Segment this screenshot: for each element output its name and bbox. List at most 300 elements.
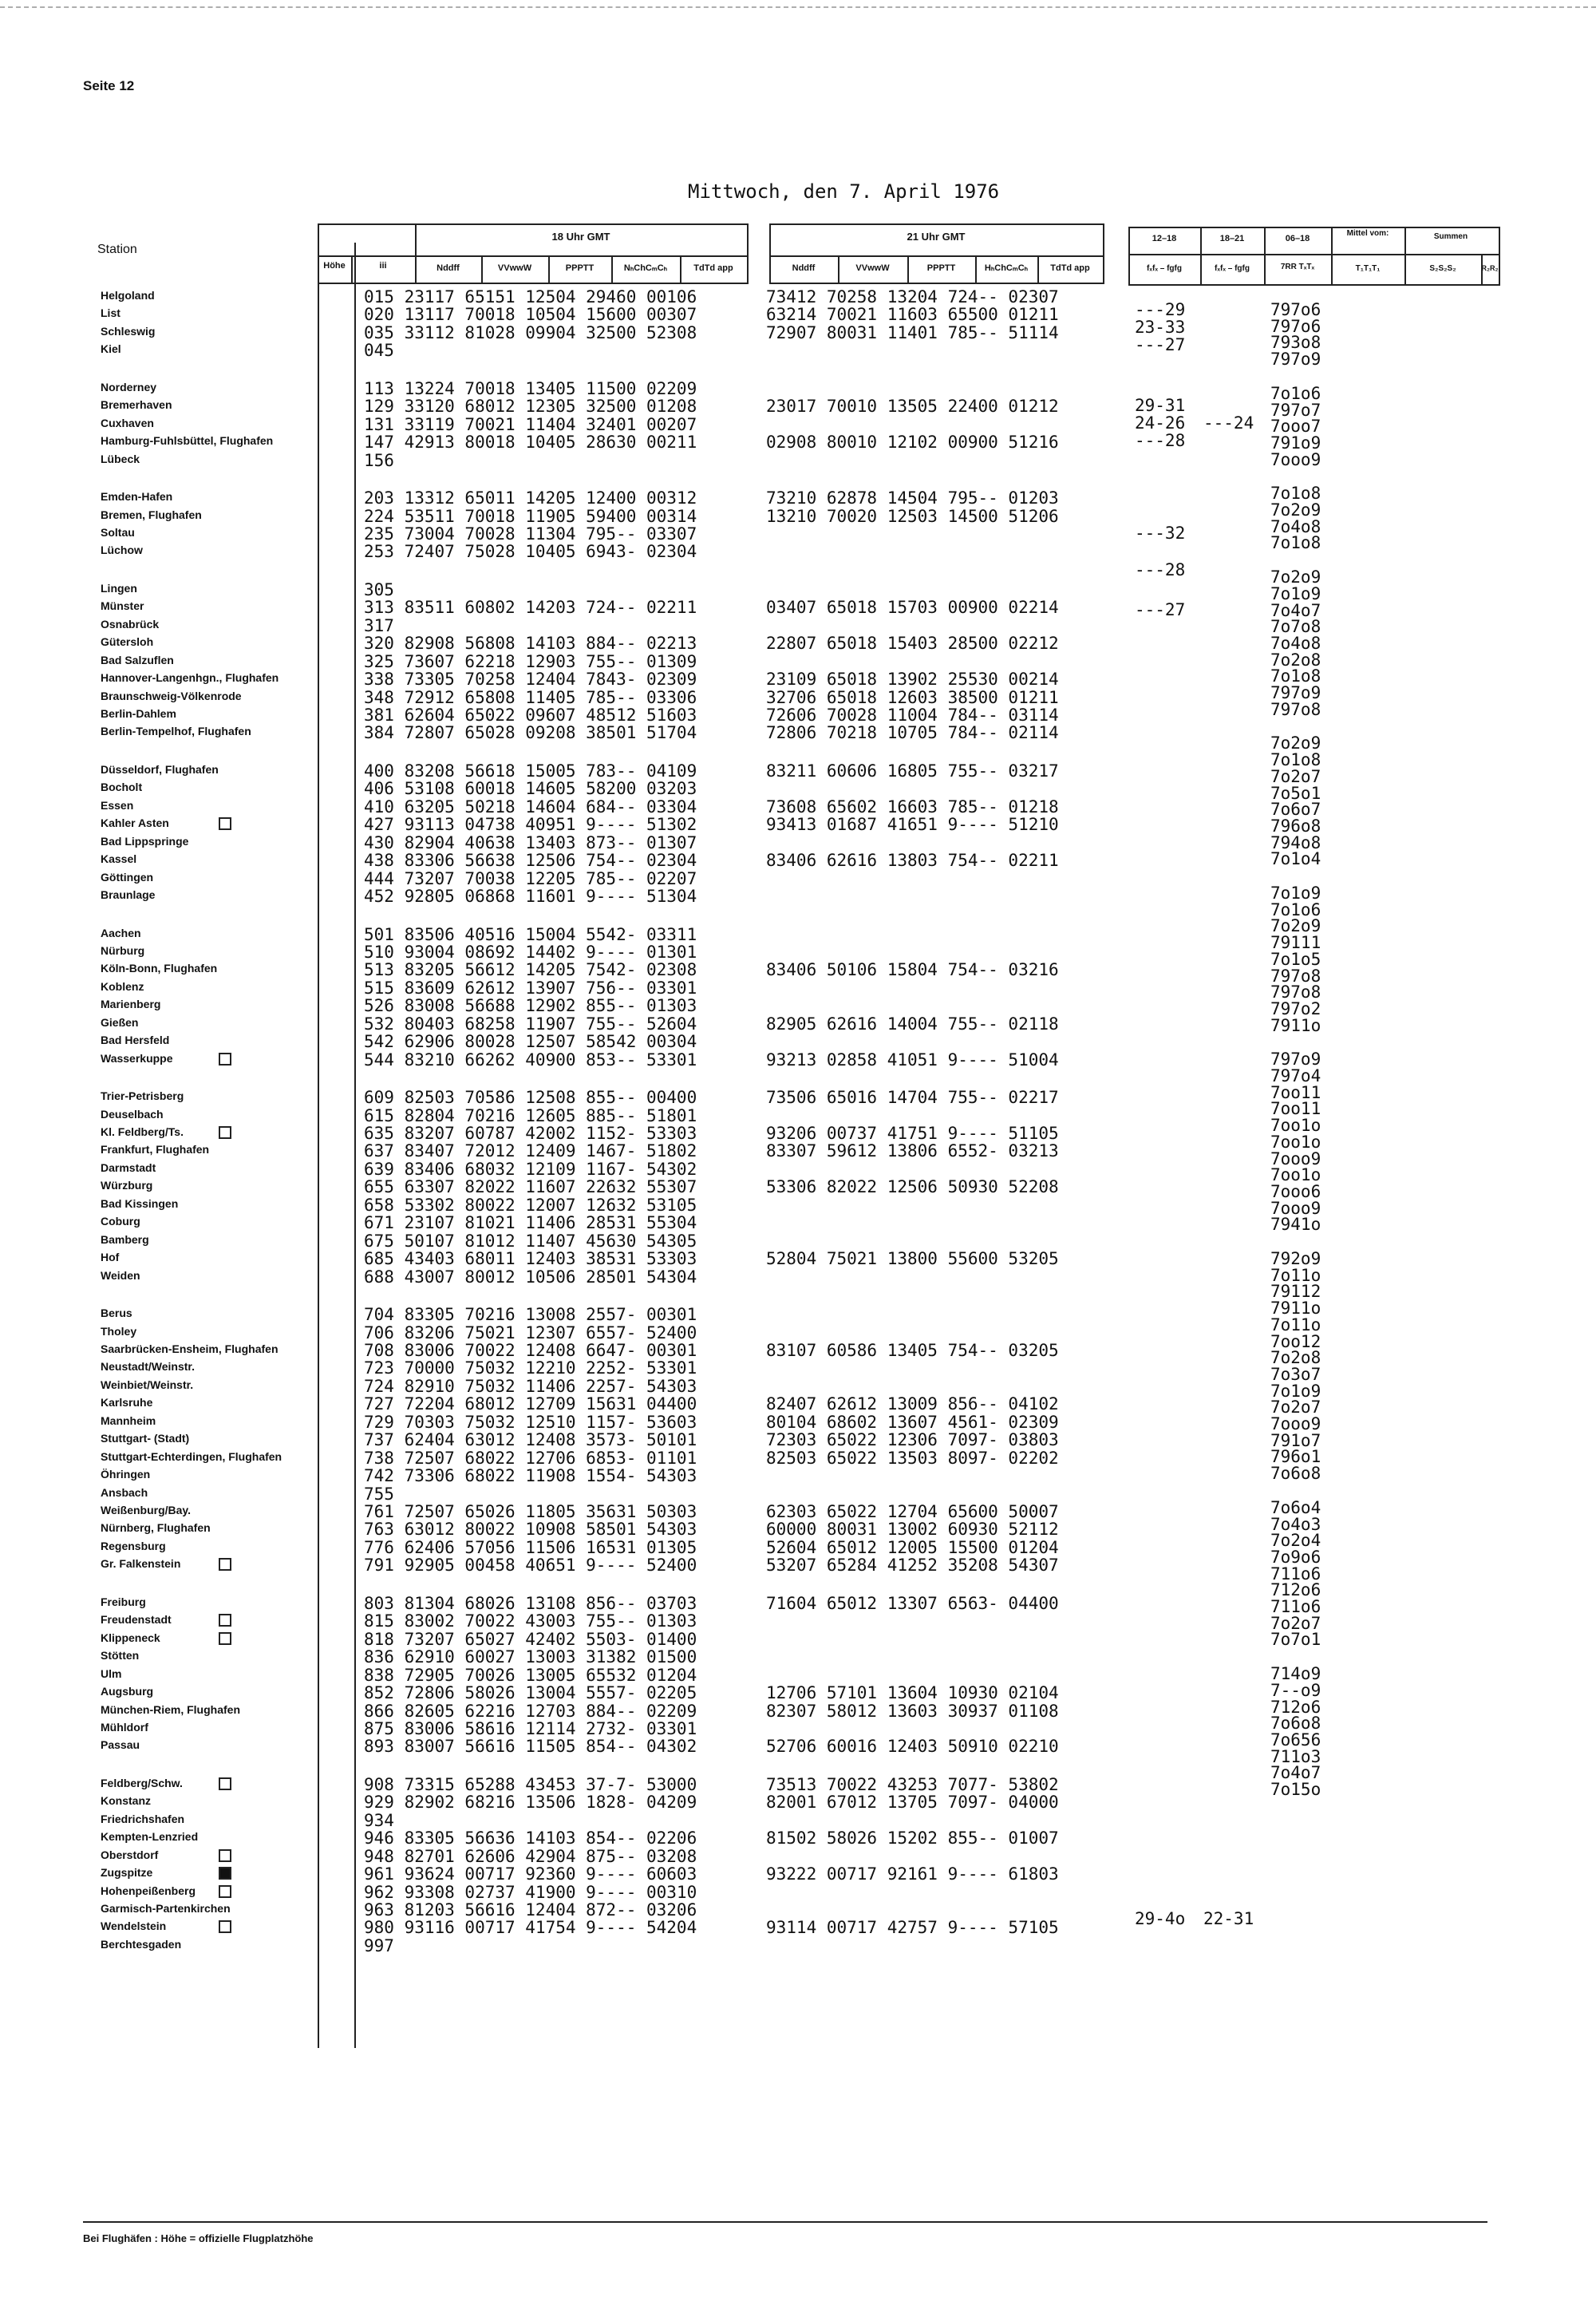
value-06-18: 796o1	[1270, 1447, 1321, 1467]
obs-18: 510 93004 08692 14402 9---- 01301	[364, 942, 697, 962]
table-row	[0, 1900, 1117, 1918]
station-name: Saarbrücken-Ensheim, Flughafen	[101, 1342, 279, 1355]
obs-21: 72907 80031 11401 785-- 51114	[766, 322, 1059, 342]
value-06-18: 7o11o	[1270, 1315, 1321, 1334]
obs-18: 893 83007 56616 11505 854-- 04302	[364, 1737, 697, 1757]
c0618-header: 06–18	[1285, 234, 1310, 243]
obs-18: 658 53302 80022 12007 12632 53105	[364, 1195, 697, 1215]
obs-21: 83307 59612 13806 6552- 03213	[766, 1141, 1059, 1161]
table-row	[0, 323, 1117, 341]
value-06-18: 711o3	[1270, 1746, 1321, 1766]
table-row	[0, 1032, 1117, 1050]
obs-21: 22807 65018 15403 28500 02212	[766, 634, 1059, 654]
obs-18: 156	[364, 450, 394, 470]
station-name: Ulm	[101, 1666, 122, 1680]
scan-edge-line	[0, 6, 1596, 8]
value-06-18: 79111	[1270, 933, 1321, 953]
table-row	[0, 616, 1117, 634]
obs-21: 81502 58026 15202 855-- 01007	[766, 1829, 1059, 1848]
table-row	[0, 1341, 1117, 1358]
obs-18: 776 62406 57056 11506 16531 01305	[364, 1537, 697, 1557]
station-name: Hamburg-Fuhlsbüttel, Flughafen	[101, 434, 274, 448]
obs-18: 875 83006 58616 12114 2732- 03301	[364, 1718, 697, 1738]
obs-18: 203 13312 65011 14205 12400 00312	[364, 488, 697, 508]
obs-18: 791 92905 00458 40651 9---- 52400	[364, 1556, 697, 1576]
table-row	[0, 1775, 1117, 1793]
value-06-18: 7o2o7	[1270, 1613, 1321, 1633]
station-name: Bad Kissingen	[101, 1196, 179, 1210]
square-icon	[219, 1053, 231, 1066]
station-name: Trier-Petrisberg	[101, 1089, 184, 1103]
station-name: Gütersloh	[101, 635, 154, 649]
table-row	[0, 996, 1117, 1014]
table-row	[0, 1683, 1117, 1701]
range-12-18: ---29	[1135, 300, 1186, 319]
value-06-18: 7oo1o	[1270, 1116, 1321, 1136]
table-row	[0, 1124, 1117, 1141]
value-06-18: 7o1o8	[1270, 533, 1321, 553]
range-12-18: ---28	[1135, 431, 1186, 450]
col18-2: PPPTT	[565, 263, 595, 273]
value-06-18: 7ooo9	[1270, 1149, 1321, 1168]
obs-18: 724 82910 75032 11406 2257- 54303	[364, 1376, 697, 1396]
col21-0: Nddff	[792, 263, 816, 273]
square-icon	[219, 1632, 231, 1645]
table-row	[0, 1829, 1117, 1846]
value-06-18: 797o7	[1270, 400, 1321, 420]
obs-21: 83107 60586 13405 754-- 03205	[766, 1340, 1059, 1360]
value-06-18: 7o2o8	[1270, 650, 1321, 670]
obs-21: 63214 70021 11603 65500 01211	[766, 305, 1059, 325]
value-06-18: 711o6	[1270, 1564, 1321, 1583]
obs-18: 020 13117 70018 10504 15600 00307	[364, 305, 697, 325]
square-icon	[219, 1614, 231, 1627]
value-06-18: 7ooo9	[1270, 1198, 1321, 1218]
value-06-18: 797o2	[1270, 998, 1321, 1018]
obs-18: 430 82904 40638 13403 873-- 01307	[364, 832, 697, 852]
table-row	[0, 1883, 1117, 1900]
value-06-18: 797o9	[1270, 1050, 1321, 1069]
table-row	[0, 815, 1117, 835]
obs-18: 962 93308 02737 41900 9---- 00310	[364, 1882, 697, 1902]
obs-21: 53306 82022 12506 50930 52208	[766, 1177, 1059, 1197]
obs-18: 635 83207 60787 42002 1152- 53303	[364, 1124, 697, 1143]
station-name: Karlsruhe	[101, 1396, 153, 1409]
station-name: Feldberg/Schw.	[101, 1776, 183, 1789]
table-row	[0, 688, 1117, 706]
station-name: Schleswig	[101, 324, 156, 338]
value-06-18: 7o656	[1270, 1730, 1321, 1750]
station-name: Hohenpeißenberg	[101, 1884, 196, 1897]
station-name: Klippeneck	[101, 1631, 160, 1644]
table-row	[0, 1177, 1117, 1195]
value-06-18: 7o2o7	[1270, 766, 1321, 786]
value-06-18: 7oo11	[1270, 1099, 1321, 1119]
station-name: Garmisch-Partenkirchen	[101, 1902, 231, 1915]
obs-21: 82905 62616 14004 755-- 02118	[766, 1014, 1059, 1034]
table-row	[0, 1267, 1117, 1285]
summen-header: Summen	[1433, 232, 1468, 241]
table-row	[0, 1249, 1117, 1267]
obs-18: 615 82804 70216 12605 885-- 51801	[364, 1105, 697, 1125]
value-06-18: 797o9	[1270, 350, 1321, 370]
obs-21: 23109 65018 13902 25530 00214	[766, 670, 1059, 690]
s1821-header: fₓfₓ – fgfg	[1215, 264, 1250, 273]
station-name: Kahler Asten	[101, 816, 169, 830]
station-name: Braunschweig-Völkenrode	[101, 689, 242, 702]
station-name: Bremerhaven	[101, 398, 172, 412]
station-name: Kl. Feldberg/Ts.	[101, 1125, 184, 1138]
station-name: Öhringen	[101, 1468, 151, 1481]
table-row	[0, 1538, 1117, 1556]
table-row	[0, 833, 1117, 851]
station-name: Köln-Bonn, Flughafen	[101, 962, 218, 975]
obs-18: 637 83407 72012 12409 1467- 51802	[364, 1141, 697, 1161]
range-12-18: ---27	[1135, 335, 1186, 354]
obs-18: 838 72905 70026 13005 65532 01204	[364, 1665, 697, 1685]
obs-18: 737 62404 63012 12408 3573- 50101	[364, 1430, 697, 1450]
value-06-18: 7o5o1	[1270, 783, 1321, 803]
value-06-18: 7o9o6	[1270, 1547, 1321, 1567]
obs-18: 908 73315 65288 43453 37-7- 53000	[364, 1774, 697, 1794]
obs-18: 685 43403 68011 12403 38531 53303	[364, 1249, 697, 1269]
obs-18: 675 50107 81012 11407 45630 54305	[364, 1231, 697, 1251]
station-name: Kassel	[101, 852, 137, 866]
table-row	[0, 1449, 1117, 1466]
square-icon	[219, 1920, 231, 1933]
table-row	[0, 1611, 1117, 1629]
table-row	[0, 652, 1117, 670]
obs-21: 02908 80010 12102 00900 51216	[766, 433, 1059, 453]
station-name: Mannheim	[101, 1413, 156, 1427]
square-icon	[219, 1126, 231, 1139]
table-row	[0, 851, 1117, 871]
obs-18: 317	[364, 615, 394, 635]
table-row	[0, 706, 1117, 723]
obs-21: 80104 68602 13607 4561- 02309	[766, 1412, 1059, 1432]
station-name: Kiel	[101, 342, 121, 356]
station-header: Station	[97, 243, 137, 256]
station-name: Berlin-Tempelhof, Flughafen	[101, 725, 251, 738]
station-name: Tholey	[101, 1324, 137, 1338]
square-icon	[219, 1777, 231, 1790]
station-name: Stötten	[101, 1649, 140, 1663]
obs-18: 526 83008 56688 12902 855-- 01303	[364, 996, 697, 1016]
station-name: Bocholt	[101, 781, 143, 794]
table-row	[0, 723, 1117, 741]
value-06-18: 797o8	[1270, 699, 1321, 719]
value-06-18: 7oo12	[1270, 1331, 1321, 1351]
value-06-18: 7o6o7	[1270, 800, 1321, 820]
range-18-21: ---24	[1203, 413, 1254, 433]
col21-3: HₕChCₘCₕ	[984, 263, 1029, 273]
obs-21: 93206 00737 41751 9---- 51105	[766, 1124, 1059, 1143]
obs-21: 73210 62878 14504 795-- 01203	[766, 488, 1059, 508]
obs-18: 961 93624 00717 92360 9---- 60603	[364, 1864, 697, 1884]
value-06-18: 79112	[1270, 1282, 1321, 1302]
obs-21: 93222 00717 92161 9---- 61803	[766, 1864, 1059, 1884]
obs-18: 929 82902 68216 13506 1828- 04209	[364, 1793, 697, 1813]
obs-18: 934	[364, 1810, 394, 1830]
obs-18: 761 72507 65026 11805 35631 50303	[364, 1502, 697, 1521]
obs-18: 427 93113 04738 40951 9---- 51302	[364, 815, 697, 835]
obs-18: 015 23117 65151 12504 29460 00106	[364, 287, 697, 306]
obs-18: 997	[364, 1935, 394, 1955]
station-name: Berchtesgaden	[101, 1937, 182, 1951]
range-12-18: ---32	[1135, 524, 1186, 543]
range-12-18: 23-33	[1135, 318, 1186, 337]
obs-18: 655 63307 82022 11607 22632 55307	[364, 1177, 697, 1197]
table-row	[0, 1793, 1117, 1813]
range-12-18: 24-26	[1135, 413, 1186, 433]
station-name: Göttingen	[101, 870, 154, 884]
range-12-18: 29-31	[1135, 396, 1186, 415]
value-06-18: 797o6	[1270, 316, 1321, 336]
station-name: Gr. Falkenstein	[101, 1557, 181, 1571]
col21-2: PPPTT	[926, 263, 956, 273]
obs-18: 235 73004 70028 11304 795-- 03307	[364, 524, 697, 544]
value-06-18: 7oo11	[1270, 1082, 1321, 1102]
station-name: Helgoland	[101, 289, 155, 302]
value-06-18: 793o8	[1270, 333, 1321, 353]
page-number: Seite 12	[83, 78, 135, 93]
station-name: Münster	[101, 599, 144, 613]
obs-21: 83406 50106 15804 754-- 03216	[766, 960, 1059, 980]
value-06-18: 7o2o8	[1270, 1348, 1321, 1368]
station-name: Konstanz	[101, 1794, 151, 1808]
value-06-18: 7oo1o	[1270, 1132, 1321, 1152]
table-row	[0, 1413, 1117, 1430]
footnote: Bei Flughäfen : Höhe = offizielle Flugplatzhöhe	[83, 2232, 314, 2244]
s1218-header: fₓfₓ – fgfg	[1147, 264, 1182, 273]
ssum1-header: S₂S₂S₂	[1429, 264, 1456, 273]
station-name: Lingen	[101, 581, 137, 595]
value-06-18: 711o6	[1270, 1597, 1321, 1616]
value-06-18: 792o9	[1270, 1249, 1321, 1268]
obs-18: 836 62910 60027 13003 31382 01500	[364, 1647, 697, 1667]
obs-21: 03407 65018 15703 00900 02214	[766, 598, 1059, 618]
obs-18: 113 13224 70018 13405 11500 02209	[364, 378, 697, 398]
obs-21: 73608 65602 16603 785-- 01218	[766, 797, 1059, 816]
date-title: Mittwoch, den 7. April 1976	[688, 180, 1000, 203]
table-row	[0, 397, 1117, 417]
obs-18: 742 73306 68022 11908 1554- 54303	[364, 1466, 697, 1486]
table-row	[0, 305, 1117, 325]
obs-18: 723 70000 75032 12210 2252- 53301	[364, 1358, 697, 1378]
square-icon	[219, 1558, 231, 1571]
table-row	[0, 960, 1117, 978]
station-name: Essen	[101, 798, 134, 812]
value-06-18: 7o11o	[1270, 1265, 1321, 1285]
obs-21: 72606 70028 11004 784-- 03114	[766, 706, 1059, 725]
table-row	[0, 341, 1117, 361]
obs-18: 948 82701 62606 42904 875-- 03208	[364, 1846, 697, 1866]
table-row	[0, 1232, 1117, 1249]
station-name: Coburg	[101, 1215, 140, 1228]
table-row	[0, 1936, 1117, 1954]
square-icon	[219, 1885, 231, 1898]
obs-18: 763 63012 80022 10908 58501 54303	[364, 1520, 697, 1540]
obs-18: 338 73305 70258 12404 7843- 02309	[364, 670, 697, 690]
station-name: Wasserkuppe	[101, 1051, 173, 1065]
table-row	[0, 1719, 1117, 1737]
table-row	[0, 287, 1117, 305]
group-18-header: 18 Uhr GMT	[551, 231, 610, 243]
station-name: München-Riem, Flughafen	[101, 1702, 240, 1716]
col18-0: Nddff	[437, 263, 460, 273]
table-row	[0, 379, 1117, 397]
value-06-18: 7o2o7	[1270, 1398, 1321, 1417]
station-name: Regensburg	[101, 1539, 166, 1552]
station-name: Augsburg	[101, 1685, 154, 1698]
station-name: Frankfurt, Flughafen	[101, 1143, 210, 1156]
value-06-18: 714o9	[1270, 1664, 1321, 1684]
obs-21: 82307 58012 13603 30937 01108	[766, 1701, 1059, 1721]
value-06-18: 7ooo7	[1270, 417, 1321, 437]
table-row	[0, 415, 1117, 433]
obs-18: 708 83006 70022 12408 6647- 00301	[364, 1340, 697, 1360]
table-row	[0, 943, 1117, 960]
station-name: Gießen	[101, 1015, 139, 1029]
obs-18: 253 72407 75028 10405 6943- 02304	[364, 542, 697, 562]
obs-21: 12706 57101 13604 10930 02104	[766, 1683, 1059, 1703]
table-row	[0, 779, 1117, 797]
station-name: Stuttgart-Echterdingen, Flughafen	[101, 1449, 282, 1463]
value-06-18: 794o8	[1270, 832, 1321, 852]
c1821-header: 18–21	[1219, 234, 1245, 243]
value-06-18: 7o6o8	[1270, 1464, 1321, 1484]
table-row	[0, 634, 1117, 654]
obs-21: 32706 65018 12603 38500 01211	[766, 687, 1059, 707]
value-06-18: 797o8	[1270, 966, 1321, 986]
obs-21: 62303 65022 12704 65600 50007	[766, 1502, 1059, 1521]
col18-3: NₕChCₘCₕ	[623, 263, 668, 273]
obs-18: 688 43007 80012 10506 28501 54304	[364, 1267, 697, 1287]
table-row	[0, 1323, 1117, 1341]
square-icon	[219, 817, 231, 830]
station-name: Soltau	[101, 525, 135, 539]
station-name: List	[101, 306, 120, 320]
value-06-18: 791o7	[1270, 1430, 1321, 1450]
table-row	[0, 1918, 1117, 1938]
station-name: Stuttgart- (Stadt)	[101, 1432, 190, 1445]
table-row	[0, 524, 1117, 542]
col21-4: TdTd app	[1050, 263, 1090, 273]
station-name: Oberstdorf	[101, 1848, 159, 1861]
station-name: Nürnberg, Flughafen	[101, 1521, 211, 1535]
obs-18: 320 82908 56808 14103 884-- 02213	[364, 634, 697, 654]
obs-18: 980 93116 00717 41754 9---- 54204	[364, 1918, 697, 1938]
value-06-18: 7o4o7	[1270, 1763, 1321, 1783]
obs-18: 444 73207 70038 12205 785-- 02207	[364, 868, 697, 888]
obs-18: 729 70303 75032 12510 1157- 53603	[364, 1412, 697, 1432]
obs-21: 73506 65016 14704 755-- 02217	[766, 1088, 1059, 1108]
station-name: Weinbiet/Weinstr.	[101, 1378, 194, 1391]
table-row	[0, 1594, 1117, 1611]
table-row	[0, 887, 1117, 907]
station-name: Friedrichshafen	[101, 1812, 185, 1825]
table-row	[0, 670, 1117, 690]
table-row	[0, 1358, 1117, 1376]
station-name: Freiburg	[101, 1595, 146, 1608]
value-06-18: 7o1o8	[1270, 750, 1321, 770]
station-name: Wendelstein	[101, 1920, 167, 1933]
obs-18: 704 83305 70216 13008 2557- 00301	[364, 1305, 697, 1325]
obs-18: 818 73207 65027 42402 5503- 01400	[364, 1629, 697, 1649]
obs-21: 60000 80031 13002 60930 52112	[766, 1520, 1059, 1540]
table-row	[0, 1088, 1117, 1108]
value-06-18: 7o1o5	[1270, 949, 1321, 969]
obs-18: 727 72204 68012 12709 15631 04400	[364, 1394, 697, 1414]
obs-18: 815 83002 70022 43003 755-- 01303	[364, 1611, 697, 1631]
mittel-header: Mittel vom:	[1346, 229, 1389, 238]
value-06-18: 7o4o7	[1270, 600, 1321, 620]
table-row	[0, 1213, 1117, 1231]
obs-18: 452 92805 06868 11601 9---- 51304	[364, 887, 697, 907]
table-row	[0, 1050, 1117, 1068]
value-06-18: 7911o	[1270, 1299, 1321, 1319]
value-06-18: 797o9	[1270, 683, 1321, 702]
station-name: Weißenburg/Bay.	[101, 1504, 192, 1516]
value-06-18: 712o6	[1270, 1697, 1321, 1717]
table-row	[0, 1647, 1117, 1665]
value-06-18: 7o6o4	[1270, 1497, 1321, 1517]
table-row	[0, 580, 1117, 598]
value-06-18: 7o3o7	[1270, 1364, 1321, 1384]
value-06-18: 7941o	[1270, 1215, 1321, 1235]
value-06-18: 7911o	[1270, 1015, 1321, 1035]
obs-18: 348 72912 65808 11405 785-- 03306	[364, 687, 697, 707]
table-row	[0, 507, 1117, 524]
obs-18: 639 83406 68032 12109 1167- 54302	[364, 1159, 697, 1179]
value-06-18: 7o7o1	[1270, 1630, 1321, 1650]
value-06-18: 7o15o	[1270, 1780, 1321, 1799]
table-row	[0, 433, 1117, 453]
value-06-18: 7ooo9	[1270, 449, 1321, 469]
obs-18: 381 62604 65022 09607 48512 51603	[364, 706, 697, 725]
station-name: Zugspitze	[101, 1866, 153, 1880]
square-icon	[219, 1849, 231, 1862]
value-06-18: 797o4	[1270, 1066, 1321, 1085]
value-06-18: 7o1o9	[1270, 884, 1321, 903]
value-06-18: 7o2o9	[1270, 500, 1321, 520]
station-name: Bamberg	[101, 1232, 149, 1246]
obs-21: 52706 60016 12403 50910 02210	[766, 1737, 1059, 1757]
obs-21: 93114 00717 42757 9---- 57105	[766, 1918, 1059, 1938]
obs-18: 224 53511 70018 11905 59400 00314	[364, 506, 697, 526]
table-row	[0, 1864, 1117, 1882]
table-row	[0, 1141, 1117, 1159]
station-name: Cuxhaven	[101, 416, 154, 429]
hoehe-header: Höhe	[323, 261, 346, 271]
group-21-header: 21 Uhr GMT	[907, 231, 966, 243]
value-06-18: 7o4o8	[1270, 633, 1321, 653]
value-06-18: 7oo1o	[1270, 1165, 1321, 1185]
filled-square-icon	[219, 1867, 231, 1880]
col21-1: VVwwW	[855, 263, 890, 273]
obs-21: 71604 65012 13307 6563- 04400	[766, 1593, 1059, 1613]
obs-18: 313 83511 60802 14203 724-- 02211	[364, 598, 697, 618]
station-name: Mühldorf	[101, 1720, 148, 1734]
table-row	[0, 869, 1117, 887]
obs-18: 438 83306 56638 12506 754-- 02304	[364, 851, 697, 871]
value-06-18: 7o1o6	[1270, 383, 1321, 403]
station-name: Deuselbach	[101, 1107, 164, 1121]
station-name: Bremen, Flughafen	[101, 508, 202, 521]
obs-18: 384 72807 65028 09208 38501 51704	[364, 723, 697, 743]
col18-4: TdTd app	[693, 263, 733, 273]
obs-18: 706 83206 75021 12307 6557- 52400	[364, 1323, 697, 1342]
